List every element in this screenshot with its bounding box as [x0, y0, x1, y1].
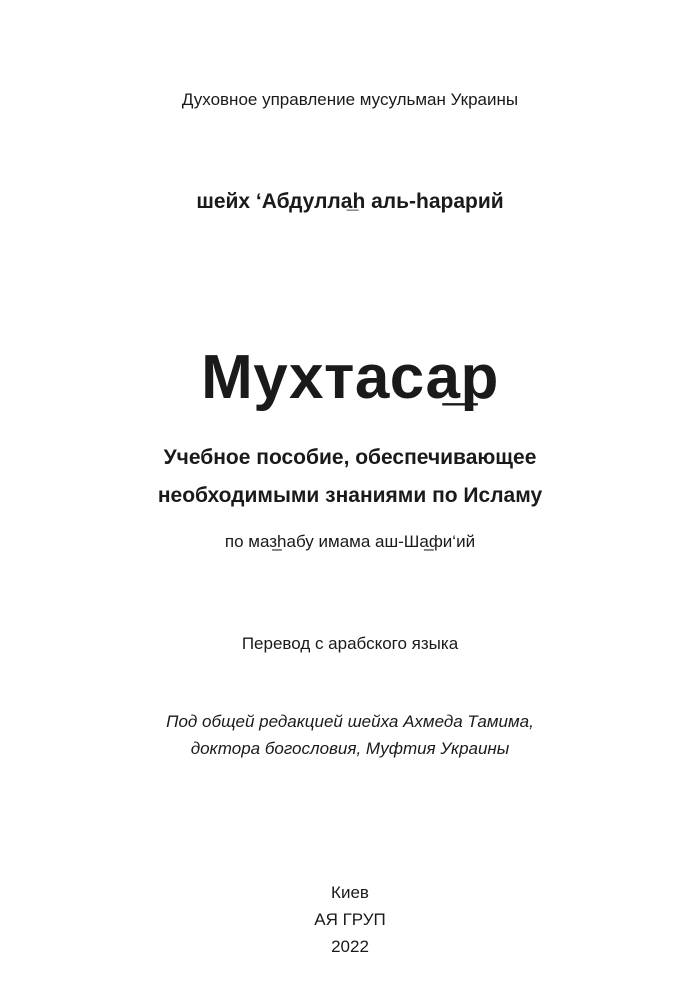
madhhab-line: по маз̲һабу имама аш-Ша̲фи‘ий — [224, 532, 476, 551]
publication-city: Киев — [331, 883, 369, 902]
book-title: Мухтаса̲р — [201, 343, 499, 412]
author-name: шейх ‘Абдулла̲һ аль-һарарий — [196, 190, 504, 213]
editor-line-2: доктора богословия, Муфтия Украины — [190, 739, 510, 758]
publisher-name: АЯ ГРУП — [314, 910, 386, 929]
organization-name: Духовное управление мусульман Украины — [181, 90, 519, 109]
translation-note: Перевод с арабского языка — [241, 634, 459, 653]
publication-year: 2022 — [331, 937, 369, 956]
subtitle-line-2: необходимыми знаниями по Исламу — [157, 484, 543, 507]
subtitle-line-1: Учебное пособие, обеспечивающее — [163, 446, 537, 469]
editor-line-1: Под общей редакцией шейха Ахмеда Тамима, — [166, 712, 534, 731]
